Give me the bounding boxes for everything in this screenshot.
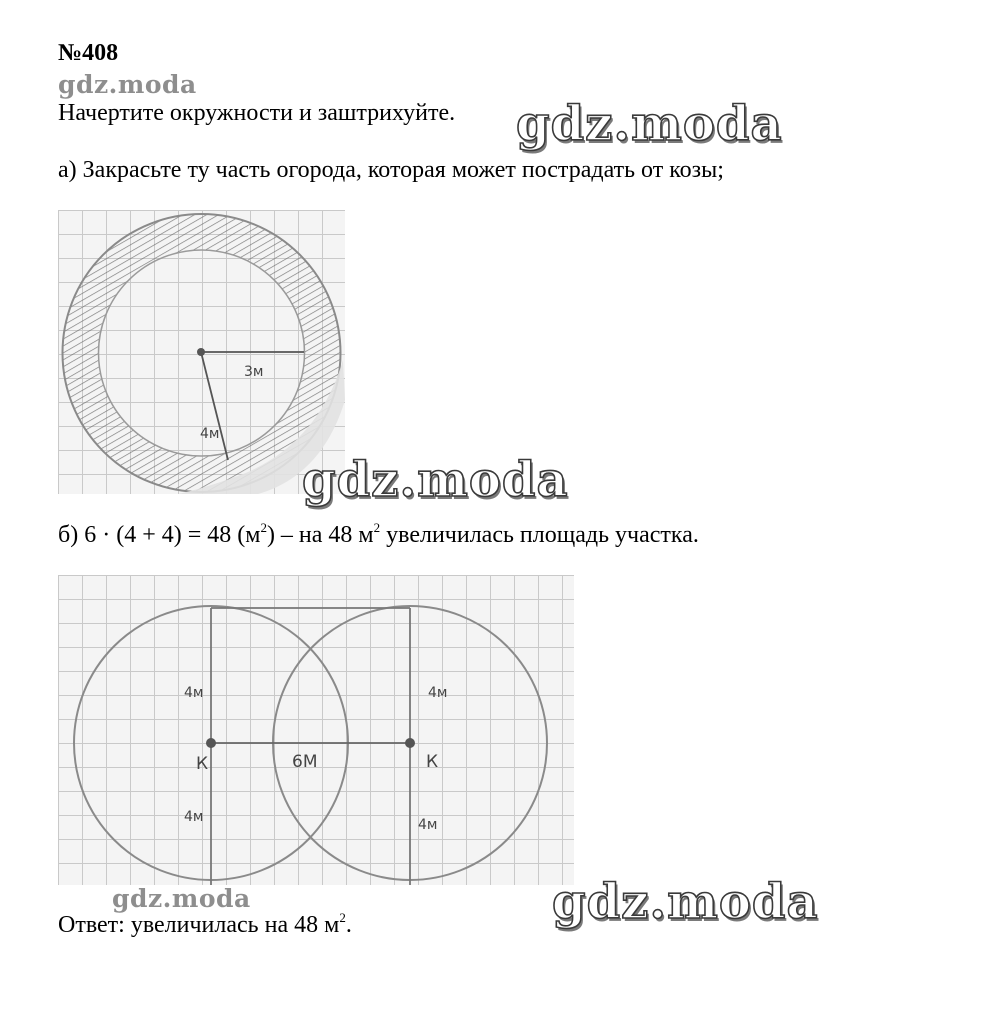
part-b-text: [58, 522, 699, 549]
part-b-sup2: 2: [373, 520, 381, 535]
figure-b-drawing: [58, 575, 574, 885]
watermark-small: gdz.moda: [58, 70, 197, 99]
answer-text-pre: Ответ: увеличилась на 48 м: [58, 912, 340, 938]
right-center-label: К: [426, 752, 439, 772]
radius-4-label: 4м: [200, 426, 220, 442]
figure-b: [58, 575, 574, 885]
right-top-label: 4м: [428, 685, 448, 701]
part-a-text: а) Закрасьте ту часть огорода, которая может пострадать от козы;: [58, 157, 724, 183]
intro-text: Начертите окружности и заштрихуйте.: [58, 100, 456, 126]
part-b-text-post: увеличилась площадь участка.: [380, 522, 699, 548]
center-point: [197, 348, 205, 356]
radius-3-label: 3м: [244, 364, 264, 380]
left-bottom-label: 4м: [184, 809, 204, 825]
problem-number: №408: [58, 40, 119, 66]
left-center-label: К: [196, 754, 209, 774]
right-bottom-label: 4м: [418, 817, 438, 833]
part-b-text-mid: ) – на 48 м: [266, 522, 374, 548]
part-b-sup1: 2: [260, 520, 267, 535]
watermark-big: gdz.moda: [516, 96, 783, 152]
part-b-text-pre: б) 6 · (4 + 4) = 48 (м: [58, 522, 261, 548]
answer-sup: 2: [339, 910, 346, 925]
watermark-big: gdz.moda: [552, 874, 819, 930]
answer-text: [58, 912, 352, 939]
answer-text-post: .: [345, 912, 352, 938]
distance-label: 6М: [292, 752, 318, 772]
watermark-small: gdz.moda: [112, 884, 251, 913]
left-top-label: 4м: [184, 685, 204, 701]
watermark-big: gdz.moda: [302, 452, 569, 508]
right-center-point: [405, 738, 415, 748]
radius-4-line: [201, 352, 228, 460]
left-center-point: [206, 738, 216, 748]
